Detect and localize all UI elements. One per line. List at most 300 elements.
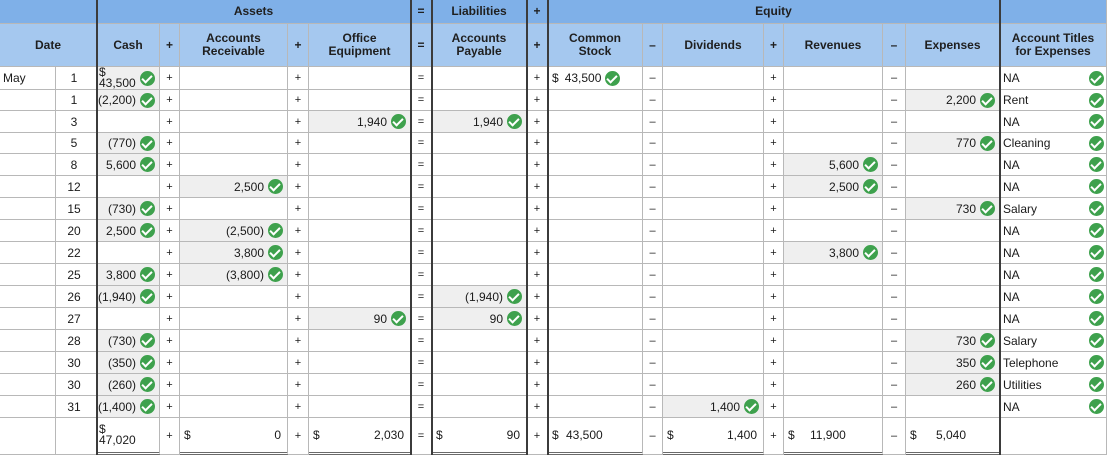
month-cell bbox=[0, 154, 56, 176]
dividends-cell bbox=[663, 176, 764, 198]
plus-sign: + bbox=[764, 264, 784, 286]
day-cell: 20 bbox=[56, 220, 97, 242]
check-icon bbox=[1089, 157, 1104, 172]
revenues-cell bbox=[784, 242, 883, 264]
column-separator bbox=[526, 0, 528, 455]
check-icon bbox=[507, 289, 522, 304]
plus-sign: + bbox=[288, 396, 309, 418]
column-separator bbox=[999, 0, 1001, 455]
plus-sign: + bbox=[288, 418, 309, 455]
dollar-sign: $ bbox=[99, 67, 106, 79]
expenses-cell bbox=[906, 242, 1000, 264]
plus-sign: + bbox=[288, 286, 309, 308]
plus-sign: + bbox=[288, 67, 309, 90]
column-separator bbox=[96, 0, 98, 455]
accounts-receivable-cell bbox=[180, 396, 288, 418]
check-icon bbox=[140, 136, 155, 151]
table-row bbox=[0, 242, 1107, 264]
equals-sign: = bbox=[411, 220, 432, 242]
check-icon bbox=[140, 93, 155, 108]
accounts-payable-cell bbox=[432, 396, 527, 418]
check-icon bbox=[140, 201, 155, 216]
amount: (1,400) bbox=[97, 399, 136, 414]
check-icon bbox=[605, 71, 620, 86]
equals-sign: = bbox=[411, 418, 432, 455]
office-equipment-cell bbox=[309, 308, 411, 330]
cash-amount-stack bbox=[99, 67, 136, 89]
dollar-sign: $ bbox=[552, 428, 559, 442]
revenues-cell bbox=[784, 111, 883, 133]
plus-sign: + bbox=[764, 308, 784, 330]
month-cell bbox=[0, 198, 56, 220]
dollar-sign: $ bbox=[313, 428, 320, 442]
common-stock-header: Common Stock bbox=[548, 24, 643, 67]
expenses-total bbox=[906, 418, 1000, 455]
plus-sign: + bbox=[527, 220, 548, 242]
accounts-payable-cell bbox=[432, 111, 527, 133]
check-icon bbox=[140, 355, 155, 370]
amount: 90 bbox=[489, 311, 503, 326]
expenses-cell bbox=[906, 330, 1000, 352]
revenues-total bbox=[784, 418, 883, 455]
equals-sign: = bbox=[411, 264, 432, 286]
total-amount: 43,500 bbox=[566, 428, 603, 442]
check-icon bbox=[268, 179, 283, 194]
dividends-header: Dividends bbox=[663, 24, 764, 67]
day-cell: 3 bbox=[56, 111, 97, 133]
plus-sign: + bbox=[764, 24, 784, 67]
plus-sign: + bbox=[160, 396, 180, 418]
account-title: NA bbox=[1003, 223, 1020, 238]
office-equipment-cell bbox=[309, 111, 411, 133]
month-cell: May bbox=[0, 67, 56, 90]
office-equipment-cell bbox=[309, 90, 411, 111]
date-header: Date bbox=[0, 24, 97, 67]
liabilities-header: Liabilities bbox=[432, 0, 527, 24]
dollar-sign: $ bbox=[667, 428, 674, 442]
amount: 730 bbox=[955, 333, 976, 348]
check-icon bbox=[980, 93, 995, 108]
cash-cell bbox=[97, 111, 160, 133]
accounts-payable-cell bbox=[432, 242, 527, 264]
revenues-cell bbox=[784, 133, 883, 154]
office-equipment-cell bbox=[309, 264, 411, 286]
accounts-payable-cell bbox=[432, 220, 527, 242]
month-cell bbox=[0, 90, 56, 111]
revenues-cell bbox=[784, 308, 883, 330]
dividends-cell bbox=[663, 90, 764, 111]
equals-sign: = bbox=[411, 90, 432, 111]
minus-sign: – bbox=[643, 396, 663, 418]
plus-sign: + bbox=[527, 67, 548, 90]
office-equipment-cell bbox=[309, 198, 411, 220]
month-cell bbox=[0, 396, 56, 418]
minus-sign: – bbox=[643, 67, 663, 90]
check-icon bbox=[1089, 71, 1104, 86]
check-icon bbox=[980, 136, 995, 151]
check-icon bbox=[1089, 399, 1104, 414]
column-separator bbox=[547, 0, 549, 455]
check-icon bbox=[1089, 114, 1104, 129]
plus-sign: + bbox=[160, 220, 180, 242]
plus-sign: + bbox=[764, 286, 784, 308]
dividends-cell bbox=[663, 330, 764, 352]
dividends-cell bbox=[663, 264, 764, 286]
office-equipment-cell bbox=[309, 330, 411, 352]
minus-sign: – bbox=[643, 374, 663, 396]
common-stock-cell bbox=[548, 198, 643, 220]
accounts-receivable-header: Accounts Receivable bbox=[180, 24, 288, 67]
equals-sign: = bbox=[411, 24, 432, 67]
expenses-cell bbox=[906, 352, 1000, 374]
check-icon bbox=[140, 267, 155, 282]
accounts-receivable-cell bbox=[180, 90, 288, 111]
amount: (260) bbox=[107, 377, 136, 392]
header-blank-right bbox=[1000, 0, 1107, 24]
plus-sign: + bbox=[527, 176, 548, 198]
check-icon bbox=[744, 399, 759, 414]
office-equipment-cell bbox=[309, 67, 411, 90]
expenses-cell bbox=[906, 264, 1000, 286]
plus-sign: + bbox=[764, 242, 784, 264]
dividends-cell bbox=[663, 396, 764, 418]
column-separator bbox=[431, 0, 433, 455]
expenses-cell bbox=[906, 111, 1000, 133]
accounts-receivable-cell bbox=[180, 352, 288, 374]
cash-cell bbox=[97, 67, 160, 90]
minus-sign: – bbox=[883, 111, 906, 133]
office-equipment-cell bbox=[309, 374, 411, 396]
cash-cell bbox=[97, 154, 160, 176]
dividends-cell bbox=[663, 220, 764, 242]
account-title: NA bbox=[1003, 114, 1020, 129]
plus-sign: + bbox=[527, 308, 548, 330]
minus-sign: – bbox=[643, 418, 663, 455]
cash-cell bbox=[97, 330, 160, 352]
table-row bbox=[0, 67, 1107, 90]
check-icon bbox=[1089, 355, 1104, 370]
equals-sign: = bbox=[411, 176, 432, 198]
dividends-cell bbox=[663, 133, 764, 154]
column-header-row bbox=[0, 24, 1107, 67]
accounts-payable-cell bbox=[432, 90, 527, 111]
check-icon bbox=[140, 289, 155, 304]
expenses-cell bbox=[906, 374, 1000, 396]
table-row bbox=[0, 90, 1107, 111]
dollar-sign: $ bbox=[184, 428, 191, 442]
cash-cell bbox=[97, 133, 160, 154]
expenses-header: Expenses bbox=[906, 24, 1000, 67]
minus-sign: – bbox=[883, 286, 906, 308]
amount: (770) bbox=[107, 136, 136, 150]
minus-sign: – bbox=[883, 90, 906, 111]
month-cell bbox=[0, 111, 56, 133]
accounts-payable-cell bbox=[432, 264, 527, 286]
minus-sign: – bbox=[883, 308, 906, 330]
common-stock-cell bbox=[548, 154, 643, 176]
assets-header: Assets bbox=[97, 0, 411, 24]
account-title: NA bbox=[1003, 311, 1020, 326]
cash-cell bbox=[97, 374, 160, 396]
office-equipment-cell bbox=[309, 286, 411, 308]
cash-cell bbox=[97, 264, 160, 286]
amount: 3,800 bbox=[828, 245, 859, 260]
dividends-cell bbox=[663, 198, 764, 220]
account-title-cell bbox=[1000, 154, 1107, 176]
equals-sign: = bbox=[411, 242, 432, 264]
account-title-cell bbox=[1000, 133, 1107, 154]
account-title: Salary bbox=[1003, 201, 1038, 216]
total-amount: 90 bbox=[506, 428, 520, 442]
common-stock-cell bbox=[548, 90, 643, 111]
accounts-receivable-cell bbox=[180, 133, 288, 154]
plus-sign: + bbox=[288, 330, 309, 352]
accounts-payable-cell bbox=[432, 67, 527, 90]
accounts-receivable-cell bbox=[180, 154, 288, 176]
dividends-cell bbox=[663, 154, 764, 176]
common-stock-cell bbox=[548, 67, 643, 90]
minus-sign: – bbox=[883, 352, 906, 374]
dividends-cell bbox=[663, 308, 764, 330]
plus-sign: + bbox=[527, 133, 548, 154]
total-amount: 47,020 bbox=[99, 433, 136, 447]
plus-sign: + bbox=[288, 374, 309, 396]
plus-sign: + bbox=[288, 308, 309, 330]
plus-sign: + bbox=[764, 352, 784, 374]
cash-total-stack bbox=[99, 424, 136, 446]
header-group-row bbox=[0, 0, 1107, 24]
plus-sign: + bbox=[160, 330, 180, 352]
office-equipment-header: Office Equipment bbox=[309, 24, 411, 67]
plus-sign: + bbox=[764, 374, 784, 396]
account-title: NA bbox=[1003, 157, 1020, 172]
check-icon bbox=[140, 377, 155, 392]
plus-sign: + bbox=[288, 133, 309, 154]
minus-sign: – bbox=[643, 154, 663, 176]
minus-sign: – bbox=[883, 198, 906, 220]
minus-sign: – bbox=[883, 67, 906, 90]
account-title-cell bbox=[1000, 396, 1107, 418]
dollar-sign: $ bbox=[910, 428, 917, 442]
account-title: NA bbox=[1003, 179, 1020, 194]
check-icon bbox=[1089, 223, 1104, 238]
table-row bbox=[0, 264, 1107, 286]
account-title: NA bbox=[1003, 399, 1020, 414]
plus-sign: + bbox=[527, 374, 548, 396]
month-cell bbox=[0, 286, 56, 308]
accounts-receivable-cell bbox=[180, 264, 288, 286]
minus-sign: – bbox=[883, 133, 906, 154]
amount: 350 bbox=[955, 355, 976, 370]
plus-sign: + bbox=[764, 90, 784, 111]
check-icon bbox=[268, 267, 283, 282]
common-stock-cell bbox=[548, 374, 643, 396]
minus-sign: – bbox=[883, 264, 906, 286]
account-title: NA bbox=[1003, 245, 1020, 260]
check-icon bbox=[1089, 311, 1104, 326]
office-equipment-cell bbox=[309, 220, 411, 242]
check-icon bbox=[1089, 245, 1104, 260]
plus-sign: + bbox=[160, 352, 180, 374]
minus-sign: – bbox=[883, 330, 906, 352]
minus-sign: – bbox=[643, 24, 663, 67]
check-icon bbox=[1089, 201, 1104, 216]
amount: 43,500 bbox=[99, 76, 136, 90]
table-row bbox=[0, 286, 1107, 308]
revenues-cell bbox=[784, 352, 883, 374]
account-title-cell bbox=[1000, 90, 1107, 111]
account-title-cell bbox=[1000, 67, 1107, 90]
accounts-receivable-total bbox=[180, 418, 288, 455]
table-row bbox=[0, 198, 1107, 220]
revenues-cell bbox=[784, 264, 883, 286]
amount: 1,940 bbox=[356, 114, 387, 129]
amount: 43,500 bbox=[564, 71, 602, 85]
check-icon bbox=[980, 377, 995, 392]
office-equipment-cell bbox=[309, 396, 411, 418]
check-icon bbox=[391, 114, 406, 129]
amount: 3,800 bbox=[233, 245, 264, 260]
check-icon bbox=[140, 399, 155, 414]
accounts-receivable-cell bbox=[180, 220, 288, 242]
table-row bbox=[0, 133, 1107, 154]
plus-sign: + bbox=[160, 90, 180, 111]
amount: 730 bbox=[955, 201, 976, 216]
account-title-cell bbox=[1000, 242, 1107, 264]
plus-sign: + bbox=[288, 176, 309, 198]
revenues-cell bbox=[784, 198, 883, 220]
plus-sign: + bbox=[288, 264, 309, 286]
account-title: Cleaning bbox=[1003, 136, 1051, 150]
account-title-cell bbox=[1000, 352, 1107, 374]
account-title: Salary bbox=[1003, 333, 1038, 348]
expenses-cell bbox=[906, 198, 1000, 220]
equals-sign: = bbox=[411, 198, 432, 220]
plus-sign: + bbox=[764, 396, 784, 418]
amount: (2,200) bbox=[97, 93, 136, 107]
amount: 260 bbox=[955, 377, 976, 392]
month-cell bbox=[0, 176, 56, 198]
plus-sign: + bbox=[764, 418, 784, 455]
account-title: Telephone bbox=[1003, 355, 1059, 370]
amount: 2,500 bbox=[233, 179, 264, 194]
cash-total bbox=[97, 418, 160, 455]
revenues-cell bbox=[784, 220, 883, 242]
day-cell: 31 bbox=[56, 396, 97, 418]
day-cell: 8 bbox=[56, 154, 97, 176]
total-amount: 0 bbox=[274, 428, 281, 442]
day-cell: 28 bbox=[56, 330, 97, 352]
common-stock-cell bbox=[548, 176, 643, 198]
office-equipment-total bbox=[309, 418, 411, 455]
month-cell bbox=[0, 374, 56, 396]
revenues-cell bbox=[784, 176, 883, 198]
dividends-cell bbox=[663, 67, 764, 90]
accounts-receivable-cell bbox=[180, 198, 288, 220]
plus-sign: + bbox=[288, 90, 309, 111]
cash-cell bbox=[97, 242, 160, 264]
expenses-cell bbox=[906, 176, 1000, 198]
office-equipment-cell bbox=[309, 154, 411, 176]
plus-sign: + bbox=[160, 242, 180, 264]
table-row bbox=[0, 352, 1107, 374]
plus-header: + bbox=[527, 0, 548, 24]
check-icon bbox=[1089, 179, 1104, 194]
table-row bbox=[0, 330, 1107, 352]
common-stock-cell bbox=[548, 330, 643, 352]
dollar-sign: $ bbox=[99, 422, 106, 436]
month-cell bbox=[0, 220, 56, 242]
common-stock-cell bbox=[548, 220, 643, 242]
minus-sign: – bbox=[883, 24, 906, 67]
check-icon bbox=[507, 311, 522, 326]
common-stock-cell bbox=[548, 286, 643, 308]
amount: (1,940) bbox=[464, 289, 503, 304]
amount: 1,400 bbox=[709, 399, 740, 414]
expenses-cell bbox=[906, 133, 1000, 154]
plus-sign: + bbox=[764, 220, 784, 242]
total-blank bbox=[56, 418, 97, 455]
plus-sign: + bbox=[764, 67, 784, 90]
total-amount: 5,040 bbox=[936, 428, 967, 442]
plus-sign: + bbox=[764, 133, 784, 154]
accounts-payable-cell bbox=[432, 133, 527, 154]
plus-sign: + bbox=[527, 198, 548, 220]
day-cell: 15 bbox=[56, 198, 97, 220]
common-stock-cell bbox=[548, 352, 643, 374]
accounts-payable-cell bbox=[432, 176, 527, 198]
check-icon bbox=[863, 245, 878, 260]
expenses-cell bbox=[906, 308, 1000, 330]
plus-sign: + bbox=[527, 242, 548, 264]
check-icon bbox=[980, 355, 995, 370]
check-icon bbox=[140, 333, 155, 348]
equals-sign: = bbox=[411, 308, 432, 330]
month-cell bbox=[0, 242, 56, 264]
minus-sign: – bbox=[643, 286, 663, 308]
amount: 90 bbox=[373, 311, 387, 326]
plus-sign: + bbox=[288, 352, 309, 374]
day-cell: 1 bbox=[56, 67, 97, 90]
plus-sign: + bbox=[527, 111, 548, 133]
amount: 3,800 bbox=[105, 267, 136, 282]
amount: (350) bbox=[107, 355, 136, 370]
amount: 770 bbox=[955, 136, 976, 150]
accounts-receivable-cell bbox=[180, 308, 288, 330]
expenses-cell bbox=[906, 90, 1000, 111]
minus-sign: – bbox=[883, 418, 906, 455]
month-cell bbox=[0, 264, 56, 286]
check-icon bbox=[863, 179, 878, 194]
table-row bbox=[0, 111, 1107, 133]
totals-row bbox=[0, 418, 1107, 455]
minus-sign: – bbox=[643, 90, 663, 111]
day-cell: 30 bbox=[56, 374, 97, 396]
account-title-cell bbox=[1000, 330, 1107, 352]
day-cell: 26 bbox=[56, 286, 97, 308]
plus-sign: + bbox=[160, 286, 180, 308]
total-amount: 2,030 bbox=[373, 428, 404, 442]
column-separator bbox=[410, 0, 412, 455]
accounts-payable-total bbox=[432, 418, 527, 455]
plus-sign: + bbox=[527, 286, 548, 308]
check-icon bbox=[1089, 333, 1104, 348]
check-icon bbox=[507, 114, 522, 129]
dividends-cell bbox=[663, 242, 764, 264]
equals-sign: = bbox=[411, 396, 432, 418]
revenues-cell bbox=[784, 67, 883, 90]
dollar-sign: $ bbox=[788, 428, 795, 442]
